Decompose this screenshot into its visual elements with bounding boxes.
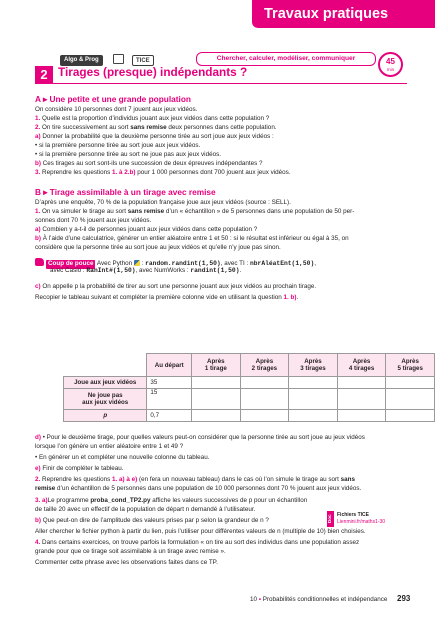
section-b-q4-cont: grande pour que ce tirage soit assimilable à un tirage avec remise ».	[35, 548, 226, 555]
table-cell	[337, 410, 386, 422]
section-b-q3a: 3. a)Le programme proba_cond_TP2.py affiche les valeurs successives de p pour un échantillon	[35, 497, 308, 504]
page-number: 293	[397, 594, 411, 603]
section-b-q1: 1. On va simuler le tirage au sort sans remise d’un « échantillon » de 5 personnes dans une population de 50 per-	[35, 208, 355, 215]
table-cell	[192, 410, 241, 422]
section-b-q2-cont: remise d’un échantillon de 5 personnes dans une population de 10 000 personnes dont 70 % jouent aux jeux vidéos.	[35, 485, 362, 492]
table-header: Après 4 tirages	[337, 354, 386, 377]
coup-de-pouce-label: Coup de pouce	[48, 260, 94, 267]
section-b-q3-instruction: Aller chercher le fichier python à partir du lien, puis l’utiliser pour différentes valeurs de n (multiple de 10) bien choisies.	[35, 528, 366, 535]
timer-value: 45	[386, 57, 395, 66]
table-cell	[289, 377, 338, 389]
table-cell	[337, 377, 386, 389]
footer-chapter: 10 ▪ Probabilités conditionnelles et indépendance	[250, 596, 388, 603]
section-a-bullet-1: • si la première personne tirée au sort joue aux jeux vidéos.	[35, 142, 201, 149]
hand-pointer-icon	[35, 258, 44, 266]
section-b-q1c-cont: Recopier le tableau suivant et compléter la première colonne vide en utilisant la question 1. b).	[35, 294, 299, 301]
table-cell	[337, 389, 386, 410]
table-cell: 15	[147, 389, 192, 410]
algo-prog-badge: Algo & Prog	[60, 55, 103, 66]
section-a-q2b: b) Ces tirages au sort sont-ils une succession de deux épreuves indépendantes ?	[35, 160, 263, 167]
table-cell	[240, 389, 289, 410]
exercise-number: 2	[35, 66, 53, 83]
section-b-q1d-cont: lorsque l’on génère un entier aléatoire entre 1 et 49 ?	[35, 443, 184, 450]
section-b-q3a-cont: de taille 20 avec un effectif de la population de départ n demandé à l’utilisateur.	[35, 506, 256, 513]
section-a-intro: On considère 10 personnes dont 7 jouent aux jeux vidéos.	[35, 106, 198, 113]
title-rule	[35, 83, 407, 84]
section-b-q1e: e) Finir de compléter le tableau.	[35, 465, 124, 472]
section-b-q1d: d) • Pour le deuxième tirage, pour quelles valeurs peut-on considérer que la personne tirée au sort joue au jeux vidéos	[35, 434, 365, 441]
section-a-q3: 3. Reprendre les questions 1. à 2.b) pour 1 000 personnes dont 700 jouent aux jeux vidéos.	[35, 169, 291, 176]
exercise-title: Tirages (presque) indépendants ?	[58, 65, 248, 79]
laptop-icon	[113, 54, 124, 64]
section-b-q1-cont: sonnes dont 70 % jouent aux jeux vidéos.	[35, 217, 152, 224]
table-cell	[192, 377, 241, 389]
row-label: p	[64, 410, 147, 422]
table-cell	[386, 377, 435, 389]
table-cell	[192, 389, 241, 410]
coup-de-pouce-line-1: Coup de pouce Avec Python : random.randint(1,50), avec TI : nbrAléatEnt(1,50),	[35, 258, 410, 269]
table-cell: 35	[147, 377, 192, 389]
table-cell	[386, 410, 435, 422]
section-b-q3b: b) Que peut-on dire de l’amplitude des valeurs prises par p selon la grandeur de n ?	[35, 517, 269, 524]
table-cell	[240, 410, 289, 422]
section-b-intro: D’après une enquête, 70 % de la population française joue aux jeux vidéos (source : SELL).	[35, 199, 291, 206]
doc-tag: Doc	[327, 511, 334, 527]
section-b-q1c: c) On appelle p la probabilité de tirer au sort une personne jouant aux jeux vidéos au prochain tirage.	[35, 283, 317, 290]
aside-title: Fichiers TICE	[337, 512, 369, 518]
table-cell	[386, 389, 435, 410]
table-row	[64, 389, 435, 410]
table-header: Après 5 tirages	[386, 354, 435, 377]
aside-link[interactable]: Lienmini.fr/maths1-30	[337, 519, 386, 525]
section-b-q4: 4. Dans certains exercices, on trouve parfois la formulation « on tire au sort des individus dans une population assez	[35, 539, 360, 546]
skills-banner: Chercher, calculer, modéliser, communiquer	[196, 52, 376, 66]
table-header: Après 3 tirages	[289, 354, 338, 377]
section-b-q4-comment: Commenter cette phrase avec les observations faites dans ce TP.	[35, 559, 218, 566]
section-b-q1a: a) Combien y a-t-il de personnes jouant aux jeux vidéos dans cette population ?	[35, 226, 258, 233]
row-label: Joue aux jeux vidéos	[64, 377, 147, 389]
table-header: Après 2 tirages	[240, 354, 289, 377]
section-b-heading: B ▸ Tirage assimilable à un tirage avec remise	[35, 187, 216, 197]
table-header: Au départ	[147, 354, 192, 377]
probability-table	[63, 353, 435, 422]
table-corner	[64, 354, 147, 377]
section-b-q1d-bullet: • En générer un et compléter une nouvelle colonne du tableau.	[35, 454, 210, 461]
timer-unit: min	[386, 67, 395, 72]
table-header: Après 1 tirage	[192, 354, 241, 377]
table-cell	[289, 410, 338, 422]
table-cell: 0,7	[147, 410, 192, 422]
row-label: Ne joue pas aux jeux vidéos	[64, 389, 147, 410]
section-b-q1b: b) À l’aide d’une calculatrice, générer un entier aléatoire entre 1 et 50 : si le résultat est inférieur ou égal à 35, on	[35, 235, 349, 242]
tice-files-aside	[327, 511, 403, 527]
timer-badge	[378, 52, 403, 77]
section-a-bullet-2: • si la première personne tirée au sort ne joue pas aux jeux vidéos.	[35, 151, 221, 158]
section-b-q1b-cont: considère que la personne tirée au sort joue au jeux vidéos et qu’elle n’y joue pas sinon.	[35, 244, 281, 251]
table-header-row	[64, 354, 435, 377]
section-banner: Travaux pratiques	[252, 0, 435, 28]
coup-de-pouce-line-2: avec Casio : RanInt#(1,50), avec NumWorks : randint(1,50).	[50, 267, 242, 274]
table-row	[64, 377, 435, 389]
table-cell	[240, 377, 289, 389]
table-row	[64, 410, 435, 422]
section-a-q2a: a) Donner la probabilité que la deuxième personne tirée au sort joue aux jeux vidéos :	[35, 133, 274, 140]
tice-badge: TICE	[132, 55, 154, 66]
table-cell	[289, 389, 338, 410]
section-a-q1: 1. Quelle est la proportion d’individus jouant aux jeux vidéos dans cette population ?	[35, 115, 270, 122]
section-a-q2: 2. On tire successivement au sort sans remise deux personnes dans cette population.	[35, 124, 277, 131]
section-a-heading: A ▸ Une petite et une grande population	[35, 94, 191, 104]
section-b-q2: 2. Reprendre les questions 1. a) à e) (en fera un nouveau tableau) dans le cas où l’on simule le tirage au sort sans	[35, 476, 355, 483]
